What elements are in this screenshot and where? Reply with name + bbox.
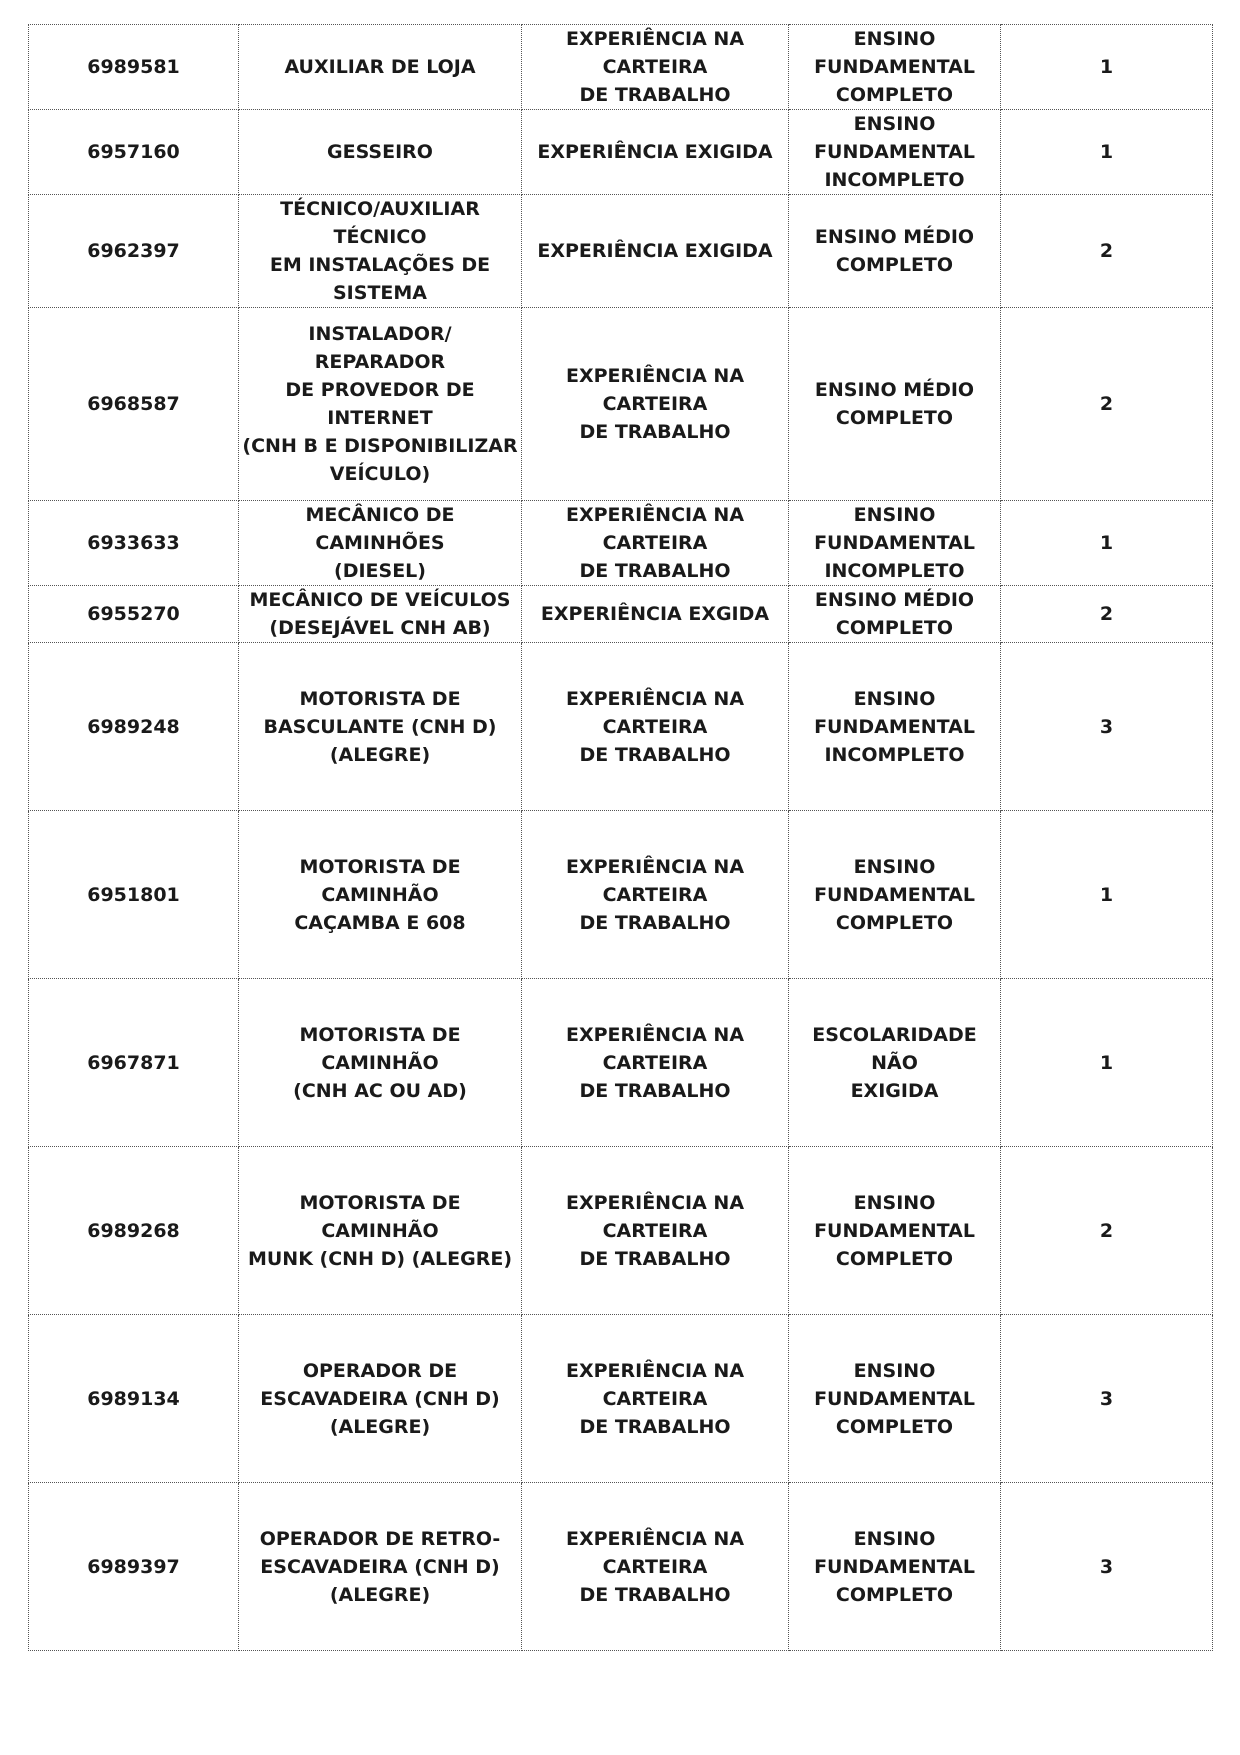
vacancy-code: 6989134 — [29, 1315, 239, 1483]
experience-requirement: EXPERIÊNCIA EXIGIDA — [522, 195, 789, 308]
vacancy-code: 6957160 — [29, 110, 239, 195]
job-title: MECÂNICO DE CAMINHÕES (DIESEL) — [239, 501, 522, 586]
experience-requirement: EXPERIÊNCIA NA CARTEIRA DE TRABALHO — [522, 501, 789, 586]
table-row — [29, 25, 1213, 110]
vacancy-code: 6933633 — [29, 501, 239, 586]
experience-requirement: EXPERIÊNCIA NA CARTEIRA DE TRABALHO — [522, 1147, 789, 1315]
job-vacancies-table — [28, 24, 1213, 1651]
vacancy-code: 6989397 — [29, 1483, 239, 1651]
vacancy-code: 6989268 — [29, 1147, 239, 1315]
table-row — [29, 1315, 1213, 1483]
job-title: INSTALADOR/ REPARADOR DE PROVEDOR DE INTERNET (CNH B E DISPONIBILIZAR VEÍCULO) — [239, 308, 522, 501]
table-row — [29, 643, 1213, 811]
job-title: AUXILIAR DE LOJA — [239, 25, 522, 110]
table-row — [29, 195, 1213, 308]
education-requirement: ENSINO FUNDAMENTAL COMPLETO — [789, 1483, 1001, 1651]
education-requirement: ENSINO MÉDIO COMPLETO — [789, 195, 1001, 308]
vacancy-count: 2 — [1001, 195, 1213, 308]
experience-requirement: EXPERIÊNCIA NA CARTEIRA DE TRABALHO — [522, 1483, 789, 1651]
vacancy-count: 1 — [1001, 501, 1213, 586]
job-listing-page — [28, 24, 1212, 1651]
table-row — [29, 1147, 1213, 1315]
education-requirement: ENSINO FUNDAMENTAL COMPLETO — [789, 811, 1001, 979]
education-requirement: ENSINO MÉDIO COMPLETO — [789, 586, 1001, 643]
job-title: OPERADOR DE RETRO- ESCAVADEIRA (CNH D) (ALEGRE) — [239, 1483, 522, 1651]
job-title: TÉCNICO/AUXILIAR TÉCNICO EM INSTALAÇÕES DE SISTEMA — [239, 195, 522, 308]
vacancy-count: 1 — [1001, 979, 1213, 1147]
vacancy-count: 1 — [1001, 25, 1213, 110]
table-row — [29, 586, 1213, 643]
vacancy-code: 6951801 — [29, 811, 239, 979]
education-requirement: ENSINO FUNDAMENTAL COMPLETO — [789, 25, 1001, 110]
table-row — [29, 811, 1213, 979]
vacancy-count: 1 — [1001, 110, 1213, 195]
education-requirement: ESCOLARIDADE NÃO EXIGIDA — [789, 979, 1001, 1147]
vacancy-code: 6967871 — [29, 979, 239, 1147]
vacancy-code: 6962397 — [29, 195, 239, 308]
education-requirement: ENSINO FUNDAMENTAL INCOMPLETO — [789, 501, 1001, 586]
job-title: MOTORISTA DE CAMINHÃO MUNK (CNH D) (ALEGRE) — [239, 1147, 522, 1315]
education-requirement: ENSINO FUNDAMENTAL COMPLETO — [789, 1147, 1001, 1315]
education-requirement: ENSINO FUNDAMENTAL INCOMPLETO — [789, 110, 1001, 195]
table-row — [29, 1483, 1213, 1651]
vacancy-code: 6968587 — [29, 308, 239, 501]
education-requirement: ENSINO FUNDAMENTAL INCOMPLETO — [789, 643, 1001, 811]
vacancy-count: 3 — [1001, 1315, 1213, 1483]
job-title: MECÂNICO DE VEÍCULOS (DESEJÁVEL CNH AB) — [239, 586, 522, 643]
table-row — [29, 308, 1213, 501]
vacancy-count: 2 — [1001, 586, 1213, 643]
vacancy-code: 6989581 — [29, 25, 239, 110]
experience-requirement: EXPERIÊNCIA NA CARTEIRA DE TRABALHO — [522, 979, 789, 1147]
education-requirement: ENSINO MÉDIO COMPLETO — [789, 308, 1001, 501]
experience-requirement: EXPERIÊNCIA NA CARTEIRA DE TRABALHO — [522, 1315, 789, 1483]
experience-requirement: EXPERIÊNCIA EXIGIDA — [522, 110, 789, 195]
vacancy-count: 3 — [1001, 1483, 1213, 1651]
experience-requirement: EXPERIÊNCIA NA CARTEIRA DE TRABALHO — [522, 811, 789, 979]
vacancy-count: 2 — [1001, 1147, 1213, 1315]
experience-requirement: EXPERIÊNCIA NA CARTEIRA DE TRABALHO — [522, 643, 789, 811]
experience-requirement: EXPERIÊNCIA NA CARTEIRA DE TRABALHO — [522, 25, 789, 110]
vacancy-code: 6989248 — [29, 643, 239, 811]
table-row — [29, 110, 1213, 195]
experience-requirement: EXPERIÊNCIA NA CARTEIRA DE TRABALHO — [522, 308, 789, 501]
vacancy-count: 1 — [1001, 811, 1213, 979]
vacancy-code: 6955270 — [29, 586, 239, 643]
job-title: MOTORISTA DE CAMINHÃO (CNH AC OU AD) — [239, 979, 522, 1147]
experience-requirement: EXPERIÊNCIA EXGIDA — [522, 586, 789, 643]
education-requirement: ENSINO FUNDAMENTAL COMPLETO — [789, 1315, 1001, 1483]
job-title: GESSEIRO — [239, 110, 522, 195]
job-title: MOTORISTA DE CAMINHÃO CAÇAMBA E 608 — [239, 811, 522, 979]
vacancy-count: 2 — [1001, 308, 1213, 501]
table-row — [29, 501, 1213, 586]
job-title: OPERADOR DE ESCAVADEIRA (CNH D) (ALEGRE) — [239, 1315, 522, 1483]
job-title: MOTORISTA DE BASCULANTE (CNH D) (ALEGRE) — [239, 643, 522, 811]
table-row — [29, 979, 1213, 1147]
vacancy-count: 3 — [1001, 643, 1213, 811]
